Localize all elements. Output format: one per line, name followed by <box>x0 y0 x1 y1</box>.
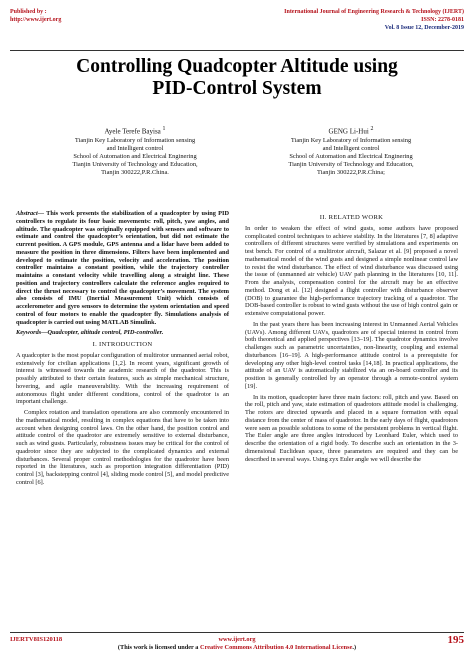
related-paragraph-1: In order to weaken the effect of wind gusts, some authors have proposed complicated control techniques to achieve stability. In the literatures [7, 8] adaptive controllers of different structures were verified by simulations and experiments on test bench. For control of a multirotor aircraft, Salazar et al. [9] proposed a novel mathematical model of the wind gusts and designed a simple nonlinear control law to resist the wind disturbance. The effect of wind disturbance was discussed using the issue of (unmanned air vehicle) UAV path planning in the literatures [10, 11]. From the analysis, compensation control for the aircraft may be an effective method. Dong et al. [12] designed a flight controller with disturbance observer (DOB) to guarantee the high-performance trajectory tracking of a quadrotor. The DOB-based controller is robust to wind gusts without the use of high control gain or extensive computational power. <box>245 224 458 317</box>
journal-info <box>284 8 464 32</box>
license-note <box>10 644 464 652</box>
page-footer <box>10 636 464 662</box>
right-column <box>245 210 458 466</box>
author-1-block <box>40 125 230 178</box>
journal-issn: ISSN: 2278-0181 <box>421 17 464 23</box>
author-2-affil-5: Tianjin 300222,P.R.China; <box>317 169 385 177</box>
author-2-affil-4: Tianjin University of Technology and Education, <box>288 161 414 169</box>
paper-title <box>30 56 444 100</box>
journal-volume: Vol. 8 Issue 12, December-2019 <box>384 25 464 31</box>
author-2-sup: 2 <box>370 126 374 132</box>
author-1-affil-3: School of Automation and Electrical Enginering <box>73 152 197 160</box>
author-2-affil-1: Tianjin Key Laboratory of Information sensing <box>290 136 412 144</box>
author-1-affil-4: Tianjin University of Technology and Education, <box>72 161 198 169</box>
published-by: Published by : <box>10 9 47 15</box>
author-1-name-line <box>40 125 230 136</box>
header-rule <box>10 50 464 51</box>
keywords: Keywords—Quadcopter, altitude control, PID-controller. <box>16 329 164 337</box>
author-1-name: Ayele Terefe Bayisa <box>104 127 161 136</box>
title-line-2: PID-Control System <box>152 78 322 99</box>
title-line-1: Controlling Quadcopter Altitude using <box>76 56 398 77</box>
journal-name: International Journal of Engineering Research & Technology (IJERT) <box>284 9 464 15</box>
license-post: .) <box>352 644 357 651</box>
author-1-affil-2: and Intelligent control <box>106 144 164 152</box>
footer-rule <box>10 632 464 633</box>
author-2-name: GENG Li-Hui <box>328 127 369 136</box>
page-number: 195 <box>447 634 464 646</box>
author-1-sup: 1 <box>162 126 166 132</box>
author-1-affil-1: Tianjin Key Laboratory of Information sensing <box>74 136 196 144</box>
footer-site-link[interactable]: www.ijert.org <box>218 636 256 643</box>
author-2-block <box>256 125 446 178</box>
author-2-affil-2: and Intelligent control <box>322 144 380 152</box>
related-paragraph-2: In the past years there has been increasing interest in Unmanned Aerial Vehicles (UAVs). Among different UAVs, quadrotors are of special interest in control from both theoretical and applied perspectives [13–19]. The quadrotor dynamics involve challenges such as parametric uncertainties, non-linearity, coupling and external disturbances [16–19]. A high-performance attitude control is a prerequisite for developing any other high-level control tasks [14,18]. In practical applications, the attitude of an UAV is automatically stabilized via an on-board controller and its position is generally controlled by an operator through a remote-control system [19]. <box>245 320 458 390</box>
related-paragraph-3: In its motion, quadcopter have three main factors: roll, pitch and yaw. Based on the roll, pitch and yaw, state estimation of quadrotors attitude model is challenging. The rotors are directed upwards and placed in a square formation with equal distance from the center of mass of quadrotor. In the early days of flight, quadrotors were seen as possible solutions to some of the persistent problems in vertical flight. The Euler angle are three angles introduced by Leonhard Euler, which used to describe the orientation of a rigid body. To describe such an orientation in the 3-dimensional Euclidean space, three parameters are required and they can be described in several ways. Using zyx Euler angle we will describe the <box>245 393 458 463</box>
license-link[interactable]: Creative Commons Attribution 4.0 International License <box>200 644 353 651</box>
license-pre: (This work is licensed under a <box>117 644 201 651</box>
left-column <box>16 210 229 490</box>
related-heading: II. RELATED WORK <box>319 214 384 221</box>
paper-id: IJERTV8IS120118 <box>10 636 63 643</box>
author-2-affil-3: School of Automation and Electrical Enginering <box>289 152 413 160</box>
publisher-site-link[interactable]: http://www.ijert.org <box>10 17 62 23</box>
intro-heading: I. INTRODUCTION <box>92 341 153 348</box>
abstract-label: Abstract— <box>16 210 44 217</box>
abstract-text: This work presents the stabilization of a quadcopter by using PID controllers to regulate its four basic movements: roll, pitch, yaw angles, and altitude. The quadcopter was originally equipped with sensors and software to estimate and control the quadcopter’s orientation, but did not estimate the current position. A GPS module, GPS antenna and a lidar have been added to measure the position in three dimensions. Filters have been implemented and developed to estimate the position, velocity and acceleration. The position controller maintains a constant position, while the trajectory controller maintains a constant velocity while travelling along a straight line. These position and trajectory controllers calculate the reference angles required to direct the thrust necessary to control the quadcopter’s movement. The system also consists of IMU (Inertial Measurement Unit) which consists of accelerometer and gyro sensors to determine the system orientation and speed control of four motors to enable the quadcopter fly. Simulations analysis of quadcopter is carried out using MATLAB Simulink. <box>16 210 229 326</box>
author-2-name-line <box>256 125 446 136</box>
author-1-affil-5: Tianjin 300222,P.R.China. <box>101 169 169 177</box>
abstract <box>16 210 229 326</box>
intro-paragraph-2: Complex rotation and translation operations are also commonly encountered in the mathematical model, resulting in complex equations that have to be taken into account when designing control laws. On the other hand, the position control and attitude control of the quadrotor are extremely sensitive to external disturbance, such as wind gusts. Particularly, robustness issues may be critical for the control of quadrotor since they are subjected to the complicated dynamics and external disturbances. Several proper control methodologies for the quadrotor have been reported in the literatures, such as proportion integration differentiation (PID) control [3], backstepping control [4], sliding mode control [5], and model predictive control [6]. <box>16 409 229 486</box>
footer-center <box>10 636 464 652</box>
intro-paragraph-1: A quadcopter is the most popular configuration of multirotor unmanned aerial robot, extensively for civilian applications [1,2]. In recent years, significant growth of interest is witnessed towards the academic research of the quadrotor. This is possibly attributed to their certain features, such as simple mechanical structure, hovering, and agile maneuverability. With the increasing requirement of autonomous flight under different conditions, control of the quadrotor is an important challenge. <box>16 351 229 406</box>
journal-header <box>10 8 464 54</box>
publisher-info <box>10 8 61 24</box>
